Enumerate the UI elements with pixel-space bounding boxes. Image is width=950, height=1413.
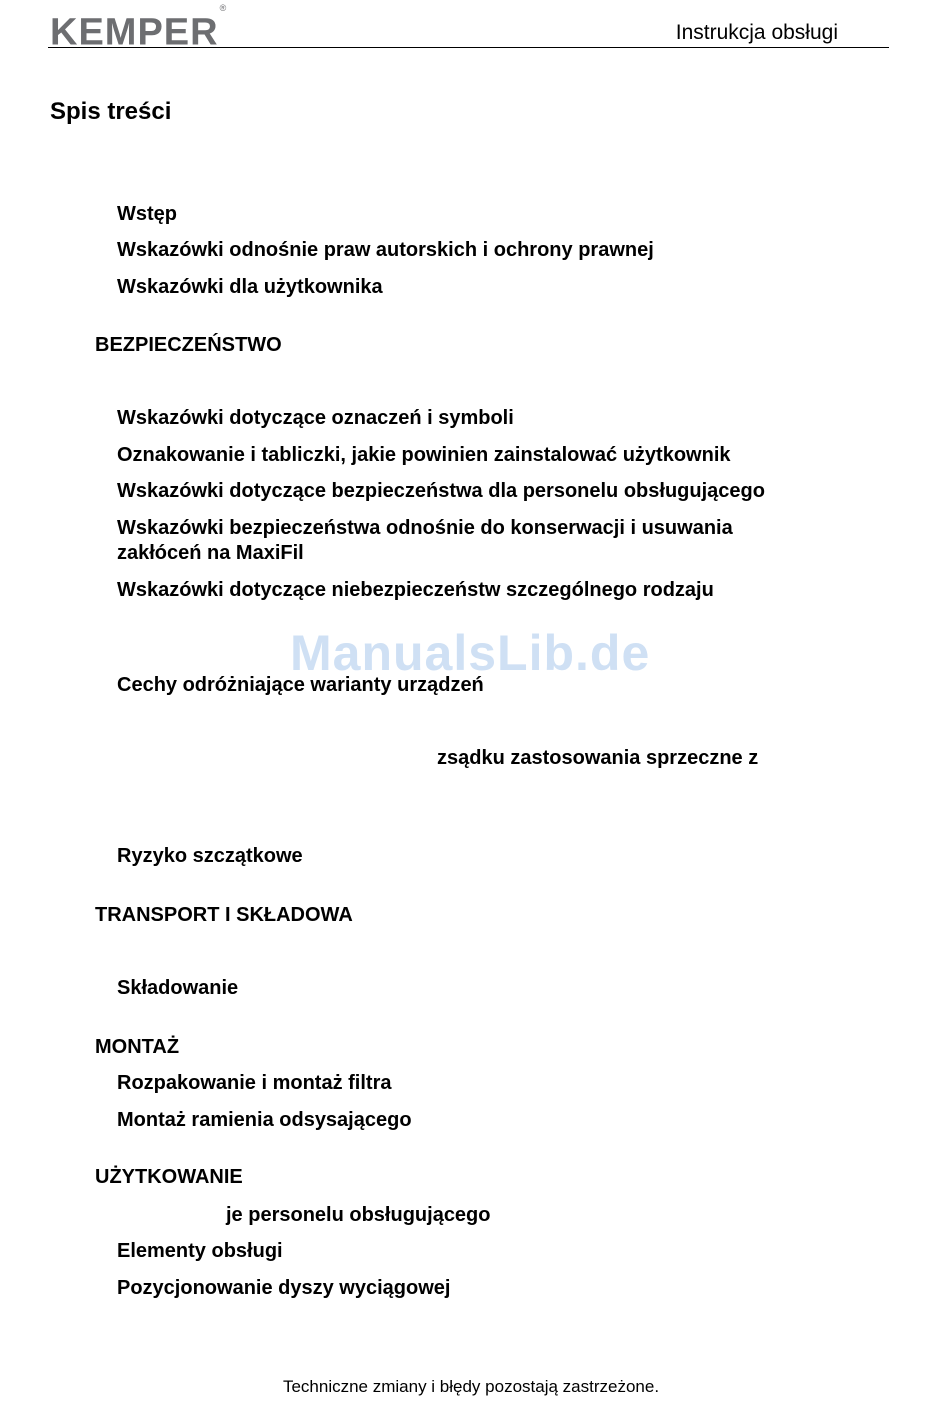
watermark: ManualsLib.de [290,625,651,681]
toc-entry-nozzle-positioning[interactable]: Pozycjonowanie dyszy wyciągowej [117,1277,451,1299]
toc-entry-wstep[interactable]: Wstęp [117,203,177,225]
kemper-logo [50,3,228,54]
toc-section-safety[interactable]: BEZPIECZEŃSTWO [95,334,282,356]
toc-entry-maintenance-safety[interactable]: Wskazówki bezpieczeństwa odnośnie do konserwacji i usuwania [117,517,733,539]
toc-entry-unpacking[interactable]: Rozpakowanie i montaż filtra [117,1072,392,1094]
toc-entry-labels[interactable]: Oznakowanie i tabliczki, jakie powinien zainstalować użytkownik [117,444,731,466]
toc-entry-arm-assembly[interactable]: Montaż ramienia odsysającego [117,1109,412,1131]
toc-entry-misuse-fragment[interactable]: zsądku zastosowania sprzeczne z [437,747,759,769]
toc-entry-maintenance-safety-cont[interactable]: zakłóceń na MaxiFil [117,542,304,564]
document-type-label: Instrukcja obsługi [675,21,838,44]
page-title: Spis treści [50,98,172,125]
toc-entry-residual-risk[interactable]: Ryzyko szczątkowe [117,845,303,867]
toc-entry-storage[interactable]: Składowanie [117,977,239,999]
registered-mark: ® [219,3,228,13]
toc-entry-operator-safety[interactable]: Wskazówki dotyczące bezpieczeństwa dla personelu obsługującego [117,480,765,502]
header-divider [48,47,889,48]
toc-section-assembly[interactable]: MONTAŻ [95,1036,180,1058]
toc-entry-controls[interactable]: Elementy obsługi [117,1240,283,1262]
toc-entry-operator-fragment[interactable]: je personelu obsługującego [226,1204,491,1226]
page-footer: Techniczne zmiany i błędy pozostają zastrzeżone. [282,1377,660,1396]
logo-text: KEMPER [50,11,219,54]
toc-entry-symbols[interactable]: Wskazówki dotyczące oznaczeń i symboli [117,407,514,429]
toc-section-transport[interactable]: TRANSPORT I SKŁADOWA [95,904,353,926]
toc-entry-user-notes[interactable]: Wskazówki dla użytkownika [117,276,383,298]
toc-entry-variants[interactable]: Cechy odróżniające warianty urządzeń [117,674,484,696]
toc-entry-special-hazards[interactable]: Wskazówki dotyczące niebezpieczeństw szczególnego rodzaju [117,579,714,601]
toc-section-operation[interactable]: UŻYTKOWANIE [95,1166,243,1188]
toc-entry-copyright[interactable]: Wskazówki odnośnie praw autorskich i ochrony prawnej [117,239,654,261]
